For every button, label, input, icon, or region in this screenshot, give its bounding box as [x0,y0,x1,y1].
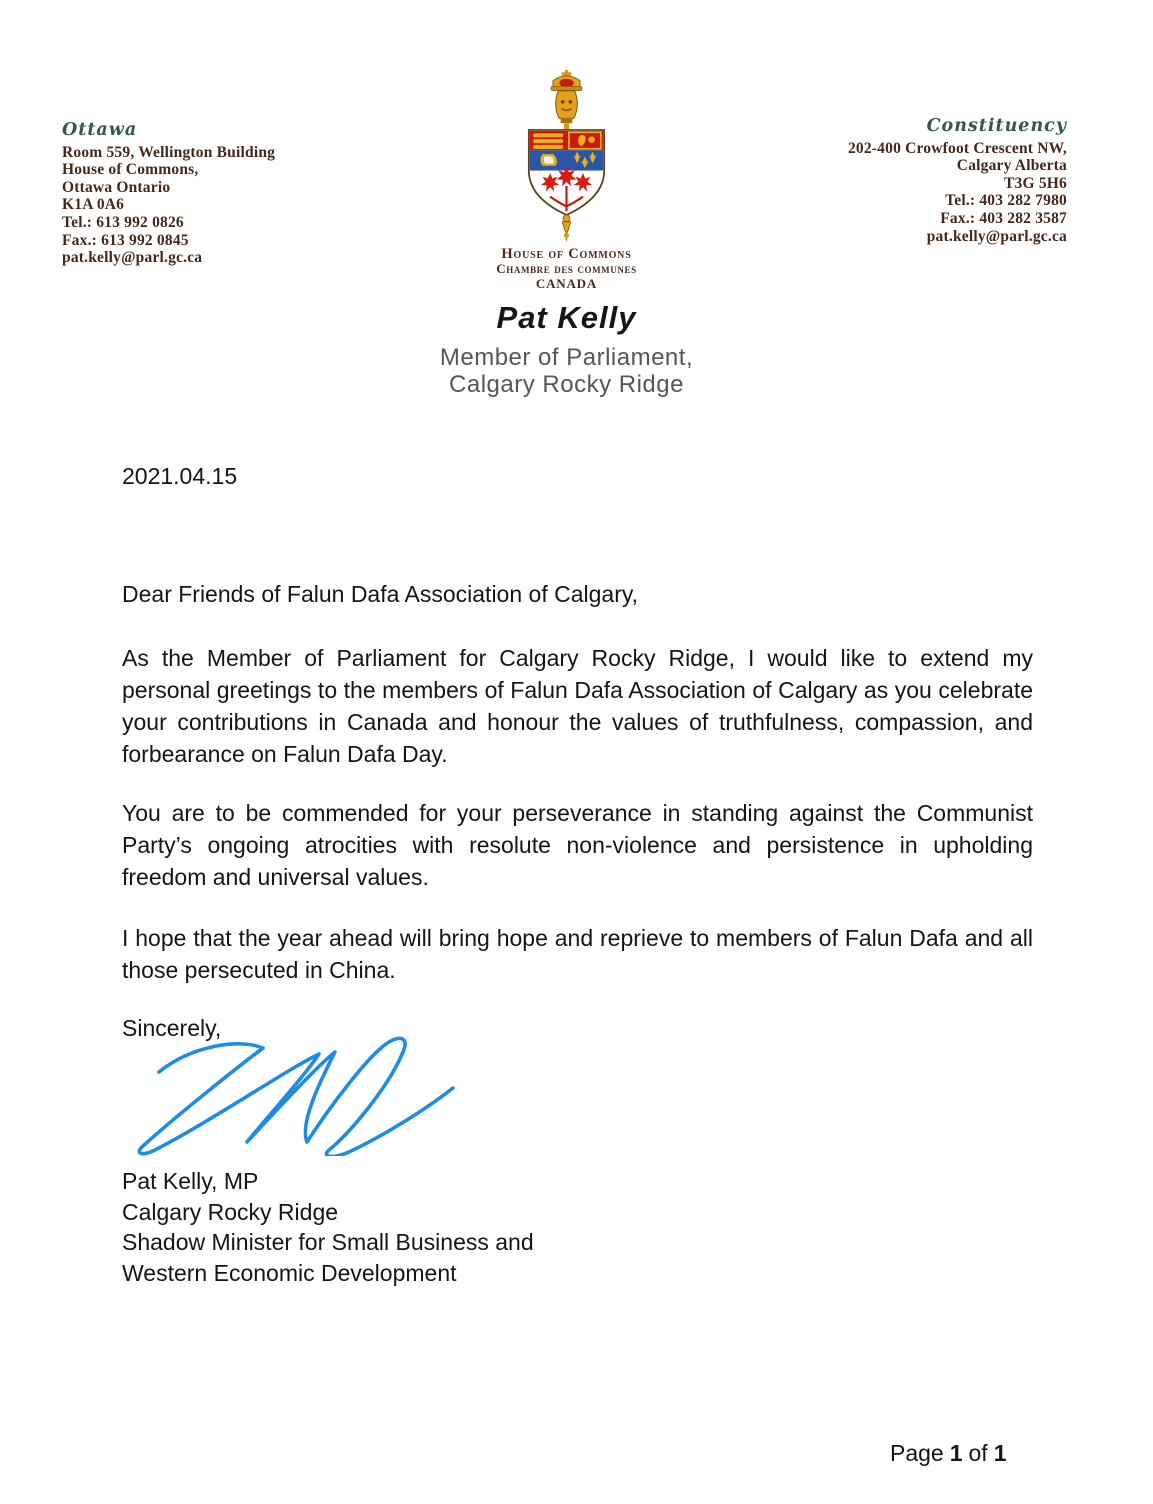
constituency-office-title: Constituency [926,116,1067,136]
ottawa-phone-line: Tel.: 613 992 0826 [62,213,184,231]
page-label: Page [890,1440,944,1466]
ottawa-address-line: Ottawa Ontario [62,178,171,196]
constituency-email: pat.kelly@parl.gc.ca [926,227,1067,245]
crest-caption-canada: CANADA [535,275,598,291]
handwritten-signature [120,1030,462,1156]
ottawa-office-title: Ottawa [62,120,138,140]
signer-name: Pat Kelly, MP [122,1168,259,1194]
body-paragraph-1: As the Member of Parliament for Calgary Rocky Ridge, I would like to extend my personal greetings to the members of Falun Dafa Association of Calgary as you celebrate your contributions in Canada and honour the values of truthfulness, compassion, and forbearance on Falun Dafa Day. [122,645,1033,767]
ottawa-address-line: Room 559, Wellington Building [62,143,276,161]
constituency-address-line: 202-400 Crowfoot Crescent NW, [847,139,1067,157]
signature-block [122,1166,534,1288]
page-current: 1 [949,1440,963,1466]
ottawa-address-line: K1A 0A6 [62,196,125,214]
constituency-fax-line: Fax.: 403 282 3587 [940,209,1067,227]
body-paragraph-2: You are to be commended for your perseverance in standing against the Communist Party’s ongoing atrocities with resolute non-violence and persistence in upholding freedom and universal values. [122,800,1033,890]
member-riding: Calgary Rocky Ridge [449,371,684,398]
ottawa-fax-line: Fax.: 613 992 0845 [62,231,189,249]
member-title: Member of Parliament, [439,344,694,371]
page-of-label: of [968,1440,988,1466]
constituency-address-line: T3G 5H6 [1004,174,1067,192]
page-number [890,1440,1013,1467]
member-name: Pat Kelly [496,300,637,335]
crest-caption [0,247,1133,291]
signer-riding: Calgary Rocky Ridge [122,1198,339,1225]
body-paragraph-3: I hope that the year ahead will bring hope and reprieve to members of Falun Dafa and all those persecuted in China. [122,925,1033,983]
ottawa-office-block [62,122,275,267]
member-block [0,300,1133,398]
signer-role-line2: Western Economic Development [122,1259,457,1286]
letter-date: 2021.04.15 [122,463,238,489]
constituency-phone-line: Tel.: 403 282 7980 [945,192,1067,210]
ottawa-address-line: House of Commons, [62,161,199,179]
page-total: 1 [993,1440,1007,1466]
salutation: Dear Friends of Falun Dafa Association of Calgary, [122,581,639,607]
ottawa-email: pat.kelly@parl.gc.ca [62,249,203,267]
crest-caption-french: Chambre des communes [496,261,637,276]
coat-of-arms-icon [521,70,612,244]
crest-caption-english: House of Commons [501,246,632,262]
closing: Sincerely, [122,1015,222,1041]
constituency-office-block [848,118,1067,245]
signer-role-line1: Shadow Minister for Small Business and [122,1229,534,1255]
constituency-address-line: Calgary Alberta [956,157,1067,175]
